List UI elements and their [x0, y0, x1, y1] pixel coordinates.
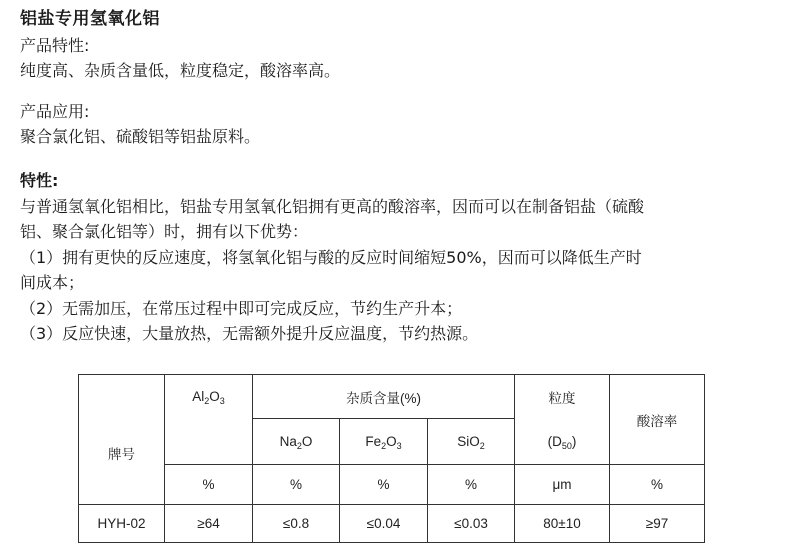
- header-al2o3: $Al_2O_3$: [165, 375, 253, 419]
- characteristics-line-1: 与普通氢氧化铝相比，铝盐专用氢氧化铝拥有更高的酸溶率，因而可以在制备铝盐（硫酸: [20, 197, 645, 216]
- document-title: 铝盐专用氢氧化铝: [20, 9, 160, 29]
- header-impurity: 杂质含量(%): [253, 375, 515, 419]
- header-brand-label: 牌号: [79, 443, 165, 483]
- header-acid: 酸溶率: [610, 375, 705, 465]
- table-row: [79, 505, 705, 543]
- unit-fe2o3: %: [340, 465, 428, 505]
- header-granularity: 粒度: [515, 375, 610, 419]
- cell-na2o: ≤0.8: [253, 505, 340, 543]
- header-na2o: $Na_2O$: [253, 419, 340, 465]
- cell-al2o3: ≥64: [165, 505, 253, 543]
- unit-na2o: %: [253, 465, 340, 505]
- cell-fe2o3: ≤0.04: [340, 505, 428, 543]
- cell-acid: ≥97: [610, 505, 705, 543]
- characteristics-line-3: （1）拥有更快的反应速度，将氢氧化铝与酸的反应时间缩短50%，因而可以降低生产时: [20, 248, 642, 267]
- application-heading: 产品应用:: [20, 102, 90, 121]
- header-sio2: SiO$_2$: [428, 419, 515, 465]
- characteristics-line-2: 铝、聚合氯化铝等）时，拥有以下优势：: [20, 222, 309, 241]
- header-al2o3-spacer: [165, 419, 253, 465]
- characteristics-heading: 特性:: [20, 171, 59, 190]
- cell-sio2: ≤0.03: [428, 505, 515, 543]
- unit-al2o3: %: [165, 465, 253, 505]
- cell-d50: 80±10: [515, 505, 610, 543]
- header-fe2o3: $Fe_2O_3$: [340, 419, 428, 465]
- characteristics-line-6: （3）反应快速，大量放热，无需额外提升反应温度，节约热源。: [20, 324, 479, 343]
- application-text: 聚合氯化铝、硫酸铝等铝盐原料。: [20, 127, 261, 146]
- features-heading: 产品特性:: [20, 36, 90, 55]
- features-text: 纯度高、杂质含量低，粒度稳定，酸溶率高。: [20, 61, 341, 80]
- characteristics-line-5: （2）无需加压，在常压过程中即可完成反应，节约生产升本；: [20, 299, 463, 318]
- unit-sio2: %: [428, 465, 515, 505]
- header-d50: $(D_{50})$: [515, 419, 610, 465]
- unit-acid: %: [610, 465, 705, 505]
- spec-table: [78, 374, 705, 543]
- unit-d50: μm: [515, 465, 610, 505]
- cell-brand: HYH-02: [79, 505, 165, 543]
- characteristics-line-4: 间成本；: [20, 273, 85, 292]
